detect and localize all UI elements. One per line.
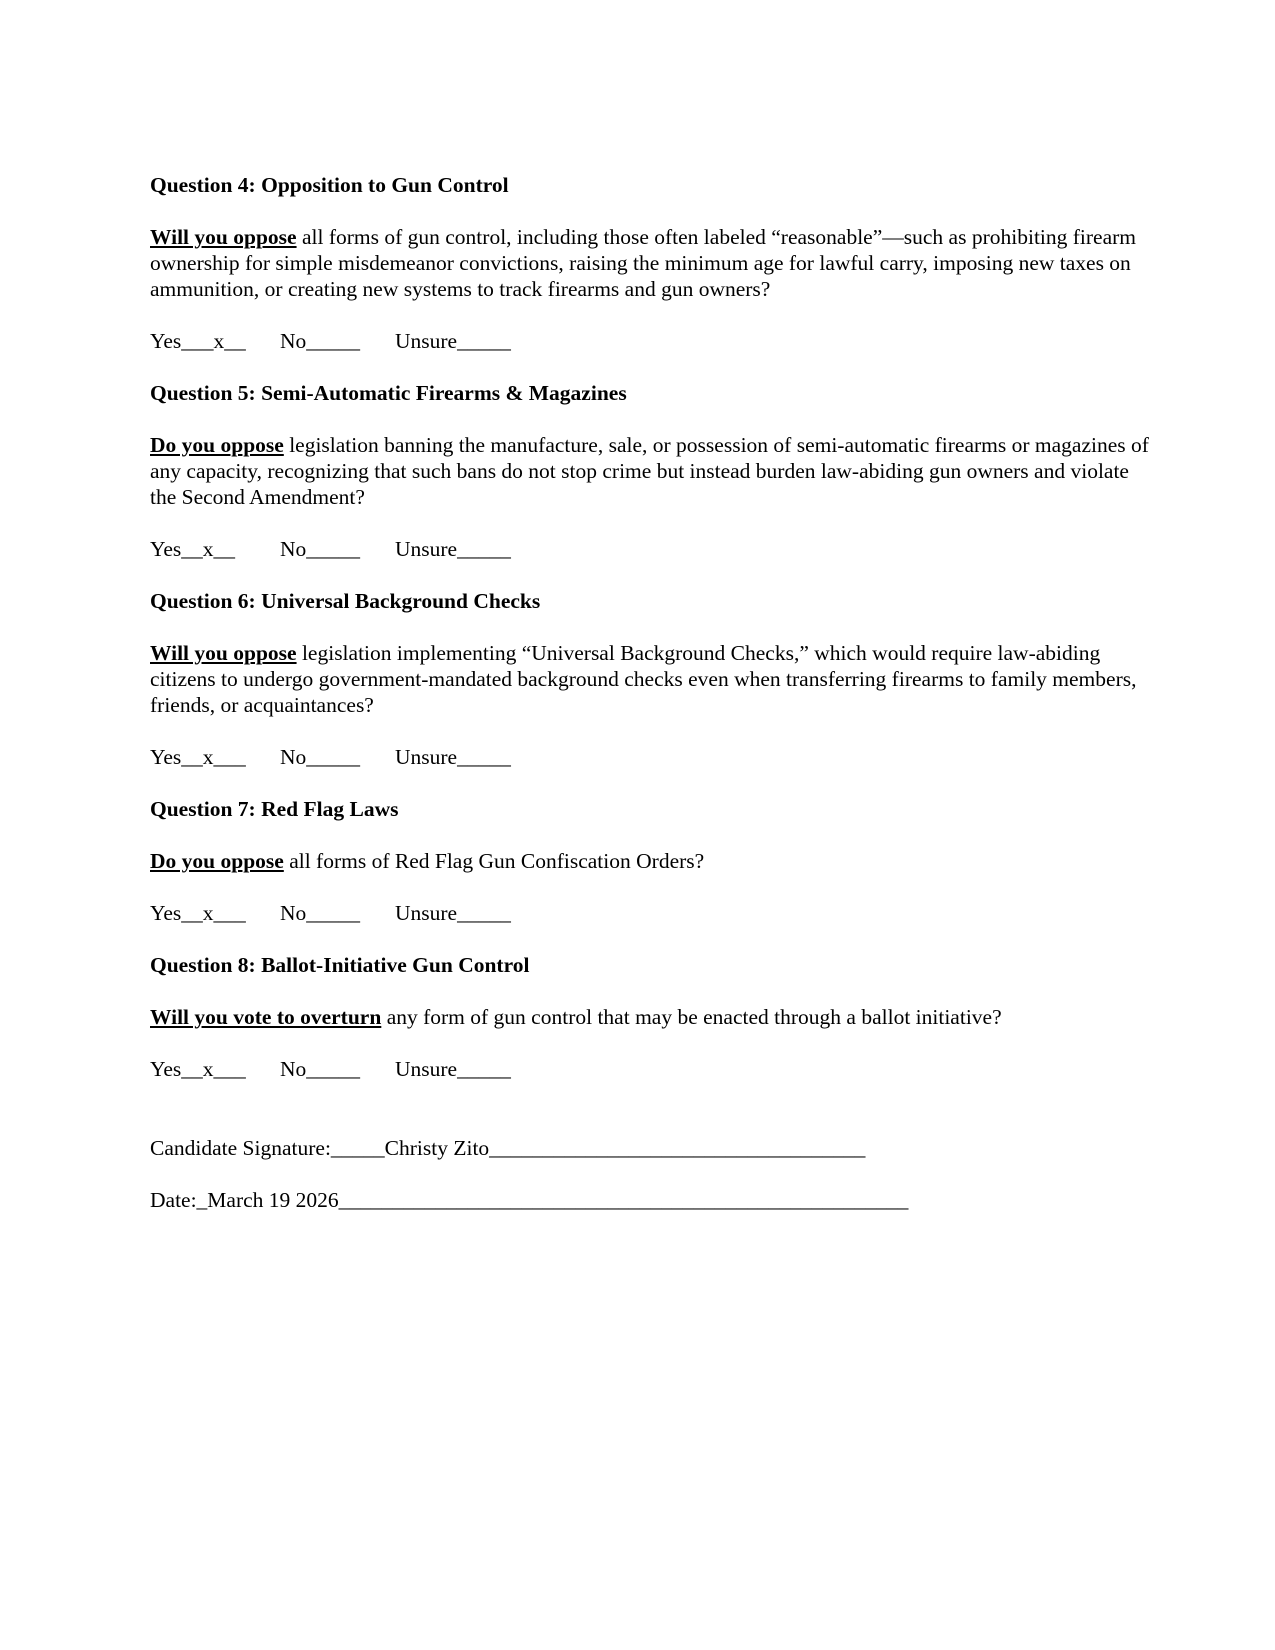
question-8: [150, 952, 1150, 1082]
answer-unsure: Unsure_____: [395, 745, 511, 769]
question-body: all forms of gun control, including those often labeled “reasonable”—such as prohibiting firearm ownership for simple misdemeanor convictions, raising the minimum age for lawful carry, imposing new taxes on ammunition, or creating new systems to track firearms and gun owners?: [150, 225, 1137, 301]
question-4: [150, 172, 1150, 354]
question-text: [150, 432, 1150, 510]
question-title: Question 4: Opposition to Gun Control: [150, 173, 509, 197]
question-text: [150, 224, 1150, 302]
question-body: any form of gun control that may be enacted through a ballot initiative?: [381, 1005, 1002, 1029]
question-5: [150, 380, 1150, 562]
answer-no: No_____: [280, 901, 361, 925]
answer-no: No_____: [280, 745, 361, 769]
signature-date: Date:_March 19 2026_____________________________________________________: [150, 1188, 909, 1212]
answer-yes: Yes__x___: [150, 745, 246, 769]
question-6: [150, 588, 1150, 770]
answer-options: [150, 744, 1150, 770]
answer-yes: Yes__x___: [150, 1057, 246, 1081]
answer-unsure: Unsure_____: [395, 329, 511, 353]
answer-unsure: Unsure_____: [395, 901, 511, 925]
question-lead: Do you oppose: [150, 433, 284, 457]
question-body: legislation banning the manufacture, sale, or possession of semi-automatic firearms or magazines of any capacity, recognizing that such bans do not stop crime but instead burden law-abiding gun owners and violate the Second Amendment?: [150, 433, 1149, 509]
question-body: legislation implementing “Universal Background Checks,” which would require law-abiding citizens to undergo government-mandated background checks even when transferring firearms to family members, friends, or acquaintances?: [150, 641, 1137, 717]
answer-yes: Yes__x___: [150, 901, 246, 925]
answer-no: No_____: [280, 1057, 361, 1081]
question-title: Question 6: Universal Background Checks: [150, 589, 541, 613]
question-lead: Do you oppose: [150, 849, 284, 873]
question-lead: Will you oppose: [150, 225, 297, 249]
question-text: [150, 1004, 1150, 1030]
answer-yes: Yes___x__: [150, 329, 246, 353]
question-7: [150, 796, 1150, 926]
question-body: all forms of Red Flag Gun Confiscation Orders?: [283, 849, 705, 873]
signature-block: [150, 1135, 1150, 1213]
candidate-signature: Candidate Signature:_____Christy Zito___________________________________: [150, 1136, 866, 1160]
question-title: Question 8: Ballot-Initiative Gun Control: [150, 953, 530, 977]
answer-options: [150, 1056, 1150, 1082]
answer-options: [150, 328, 1150, 354]
answer-unsure: Unsure_____: [395, 537, 511, 561]
question-title: Question 7: Red Flag Laws: [150, 797, 399, 821]
question-title: Question 5: Semi-Automatic Firearms & Magazines: [150, 381, 627, 405]
answer-no: No_____: [280, 329, 361, 353]
question-lead: Will you vote to overturn: [150, 1005, 382, 1029]
answer-yes: Yes__x__: [150, 537, 236, 561]
answer-no: No_____: [280, 537, 361, 561]
question-lead: Will you oppose: [150, 641, 297, 665]
answer-options: [150, 536, 1150, 562]
question-text: [150, 848, 1150, 874]
answer-options: [150, 900, 1150, 926]
questionnaire-page: [150, 172, 1150, 1239]
answer-unsure: Unsure_____: [395, 1057, 511, 1081]
question-text: [150, 640, 1150, 718]
